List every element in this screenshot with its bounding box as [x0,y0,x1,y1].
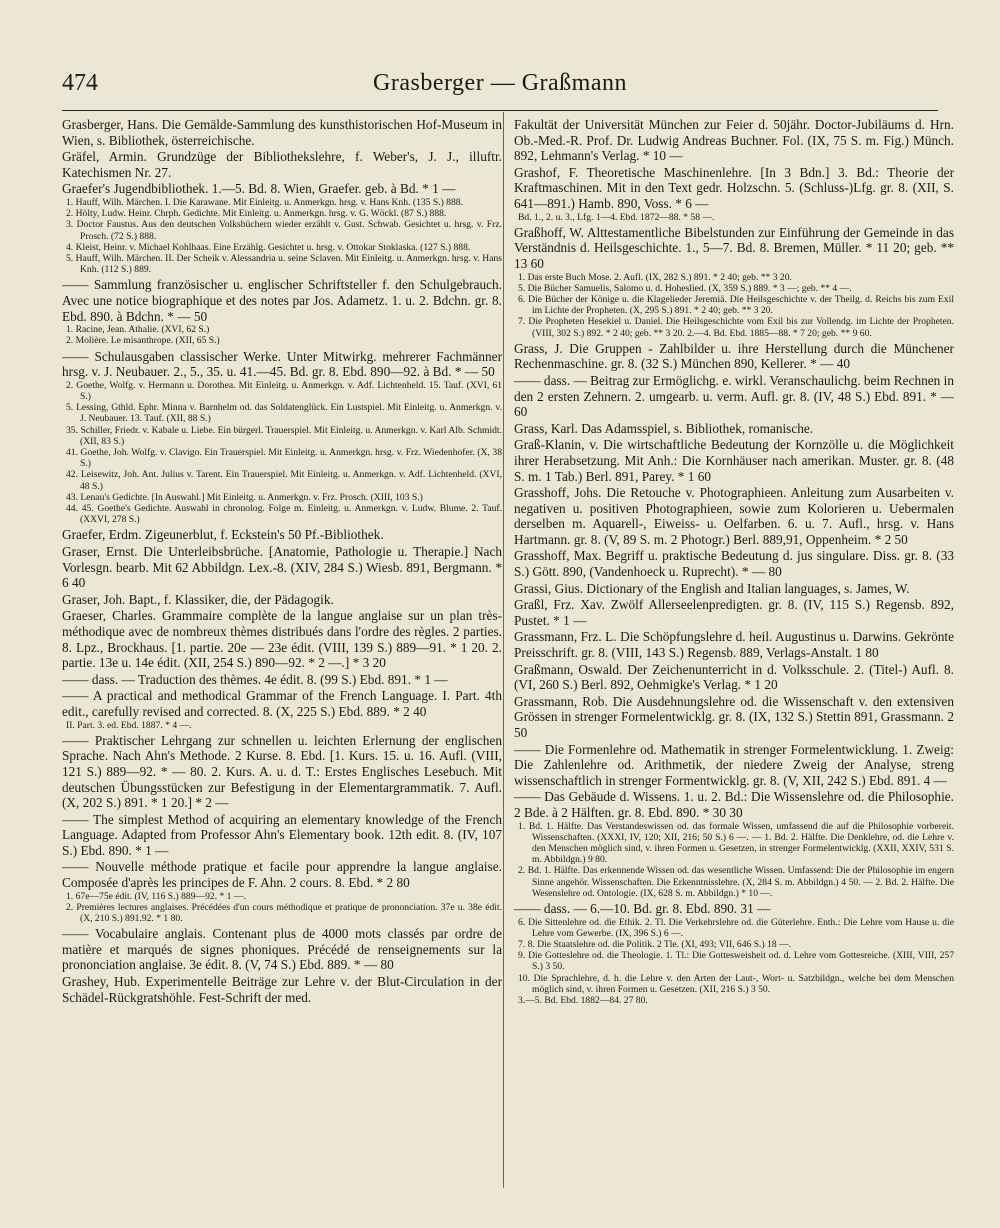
header-rule [62,110,938,111]
catalog-entry: —— Nouvelle méthode pratique et facile pour apprendre la langue anglaise. Composée d'après les principes de F. Ahn. 2 cours. 8. Ebd. * 2 80 [62,859,502,891]
sub-entry: 5. Die Bücher Samuelis, Salomo u. d. Hoheslied. (X, 359 S.) 889. * 3 —; geb. ** 4 —. [518,282,852,294]
sub-entry: 2. Molière. Le misanthrope. (XII, 65 S.) [66,335,220,347]
sub-entry: 44. 45. Goethe's Gedichte. Auswahl in chronolog. Folge m. Einleitg. u. Anmerkgn. v. Ludw. Blume. 2. Tauf. (XXVI, 278 S.) [66,503,502,526]
running-title: Grasberger — Graßmann [373,70,627,96]
catalog-entry: Graefer, Erdm. Zigeunerblut, f. Eckstein's 50 Pf.-Bibliothek. [62,527,384,543]
sub-entry: 2. Bd. 1. Hälfte. Das erkennende Wissen od. das wesentliche Wissen. Umfassend: Die der Philosophie im engern Sinne angehör. Wissenschaften. Die Erkenntnisslehre. (X, 284 S. m. Abbildgn.) 4 50. — 2. Bd. 2. Hälfte. Die Wesenslehre od. Ontologie. (IX, 628 S. m. Abbildgn.) * 10 —. [518,865,954,899]
catalog-entry: Grassmann, Frz. L. Die Schöpfungslehre d. heil. Augustinus u. Darwins. Gekrönte Preisschrift. gr. 8. (VIII, 143 S.) Regensb. 889, Verlags-Anstalt. 1 80 [514,629,954,661]
catalog-entry: Fakultät der Universität München zur Feier d. 50jähr. Doctor-Jubiläums d. Hrn. Ob.-Med.-R. Prof. Dr. Ludwig Andreas Buchner. Fol. (IX, 75 S. m. Fig.) Münch. 892, Lehmann's Verlag. * 10 — [514,117,954,164]
catalog-entry: Graßhoff, W. Alttestamentliche Bibelstunden zur Einführung der Gemeinde in das Verständnis d. Heilsgeschichte. 1., 5—7. Bd. 8. Bremen, Müller. * 11 20; geb. ** 13 60 [514,224,954,271]
catalog-entry: Grassi, Gius. Dictionary of the English and Italian languages, s. James, W. [514,580,910,596]
sub-entry: 10. Die Sprachlehre, d. h. die Lehre v. den Arten der Laut-, Wort- u. Satzbildgn., welche bei dem Menschen möglich sind, v. ihren Formen u. Gesetzen. (XII, 216 S.) 3 50. [518,972,954,995]
catalog-entry: Graser, Ernst. Die Unterleibsbrüche. [Anatomie, Pathologie u. Therapie.] Nach Vorlesgn. bearb. Mit 62 Abbildgn. Lex.-8. (XIV, 284 S.) Wiesb. 891, Bergmann. * 6 40 [62,544,502,591]
sub-entry: 7. 8. Die Staatslehre od. die Politik. 2 Tle. (XI, 493; VII, 646 S.) 18 —. [518,939,792,950]
column-divider [503,112,504,1188]
catalog-entry: —— dass. — Traduction des thèmes. 4e édit. 8. (99 S.) Ebd. 891. * 1 — [62,671,448,687]
sub-entry: 4. Kleist, Heinr. v. Michael Kohlhaas. Eine Erzählg. Gesichtet u. hrsg. v. Ottokar Stoklaska. (127 S.) 888. [66,241,471,253]
catalog-entry: —— A practical and methodical Grammar of the French Language. I. Part. 4th edit., carefully revised and corrected. 8. (X, 225 S.) Ebd. 889. * 2 40 [62,688,502,719]
sub-entry: Bd. 1., 2. u. 3., Lfg. 1—4. Ebd. 1872—88. * 58 —. [518,211,715,223]
catalog-entry: Graser, Joh. Bapt., f. Klassiker, die, der Pädagogik. [62,591,334,607]
catalog-entry: —— Schulausgaben classischer Werke. Unter Mitwirkg. mehrerer Fachmänner hrsg. v. J. Neubauer. 2., 5., 35. u. 41.—45. Bd. gr. 8. Ebd. 890—92. à Bd. * — 50 [62,348,502,380]
sub-entry: 2. Hölty, Ludw. Heinr. Chrph. Gedichte. Mit Einleitg. u. Anmerkgn. hrsg. v. G. Wöckl. (87 S.) 888. [66,208,447,220]
page-header [62,70,938,110]
catalog-entry: —— dass. — Beitrag zur Ermöglichg. e. wirkl. Veranschaulichg. beim Rechnen in den 2 ersten Zehnern. 2. umgearb. u. verm. Aufl. gr. 8. (IV, 48 S.) Ebd. 891. * — 60 [514,372,954,420]
sub-entry: II. Part. 3. ed. Ebd. 1887. * 4 —. [66,719,192,731]
catalog-entry: Gräfel, Armin. Grundzüge der Bibliothekslehre, f. Weber's, J. J., illuftr. Katechismen Nr. 27. [62,149,502,180]
catalog-entry: Grasshoff, Max. Begriff u. praktische Bedeutung d. jus singulare. Diss. gr. 8. (33 S.) Gött. 890, (Vandenhoeck u. Ruprecht). * — 80 [514,548,954,580]
page-number: 474 [62,70,98,96]
catalog-entry: Grasshoff, Johs. Die Retouche v. Photographieen. Anleitung zum Ausarbeiten v. negativen u. positiven Photographieen, sowie zum Kolorieren u. Uebermalen derselben m. Aquarell-, Eiweiss- u. Oelfarben. 6. u. 7. Aufl., hrsg. v. Hans Hartmann. gr. 8. (V, 89 S. m. 2 Photogr.) Berl. 889,91, Oppenheim. * 2 50 [514,485,954,547]
sub-entry: 1. Hauff, Wilh. Märchen. I. Die Karawane. Mit Einleitg. u. Anmerkgn. hrsg. v. Hans Knh. (135 S.) 888. [66,196,463,208]
catalog-entry: —— Sammlung französischer u. englischer Schriftsteller f. den Schulgebrauch. Avec une notice biographique et des notes par Jos. Adametz. 1. u. 2. Bdchn. gr. 8. Ebd. 890. à Bdchn. * — 50 [62,277,502,324]
sub-entry: 6. Die Bücher der Könige u. die Klagelieder Jeremiä. Die Heilsgeschichte v. der Theilg. d. Reichs bis zum Exil im Lichte der Propheten. (X, 295 S.) 891. * 2 40; geb. ** 3 20. [518,293,954,317]
sub-entry: 3.—5. Bd. Ebd. 1882—84. 27 80. [518,995,648,1007]
sub-entry: 41. Goethe, Joh. Wolfg. v. Clavigo. Ein Trauerspiel. Mit Einleitg. u. Anmerkgn. hrsg. v. Frz. Wiedenhofer. (X, 38 S.) [66,446,502,470]
sub-entry: 1. Racine, Jean. Athalie. (XVI, 62 S.) [66,324,210,336]
sub-entry: 1. Das erste Buch Mose. 2. Aufl. (IX, 282 S.) 891. * 2 40; geb. ** 3 20. [518,271,792,283]
catalog-entry: Grassmann, Rob. Die Ausdehnungslehre od. die Wissenschaft v. den extensiven Grössen in strenger Formelentwicklg. gr. 8. (IX, 132 S.) Stettin 891, Grassmann. 2 50 [514,693,954,741]
catalog-entry: —— Praktischer Lehrgang zur schnellen u. leichten Erlernung der englischen Sprache. Nach Ahn's Methode. 2 Kurse. 8. Ebd. [1. Kurs. 15. u. 16. Aufl. (VIII, 121 S.) 889—92. * — 80. 2. Kurs. A. u. d. T.: Erstes Englisches Lesebuch. Mit deutschen Übungsstücken zur Befestigung in der Elementargrammatik. 7. Aufl. (X, 202 S.) 891. * 1 20.] * 2 — [62,732,502,811]
catalog-entry: —— Die Formenlehre od. Mathematik in strenger Formelentwicklung. 1. Zweig: Die Zahlenlehre od. Arithmetik, der niedere Zweig der Analyse, streng wissenschaftlich in strenger Formentwicklg. gr. 8. (V, XII, 242 S.) Ebd. 891. 4 — [514,741,954,788]
sub-entry: 7. Die Propheten Hesekiel u. Daniel. Die Heilsgeschichte vom Exil bis zur Vollendg. im Lichte der Propheten. (VIII, 302 S.) 892. * 2 40; geb. ** 3 20. 2.—4. Bd. Ebd. 1885—88. * 7 20; geb. ** 9 60. [518,316,954,339]
catalog-entry: —— The simplest Method of acquiring an elementary knowledge of the French Language. Adapted from Professor Ahn's Elementary book. 12th edit. 8. (IV, 107 S.) Ebd. 890. * 1 — [62,811,502,858]
sub-entry: 9. Die Gotteslehre od. die Theologie. 1. Tl.: Die Gottesweisheit od. d. Lehre vom Gottesreiche. (XIII, VIII, 257 S.) 3 50. [518,950,954,973]
catalog-entry: Graß-Klanin, v. Die wirtschaftliche Bedeutung der Kornzölle u. die Möglichkeit ihrer Herabsetzung. Mit Anh.: Die Kornhäuser nach amerikan. Muster. gr. 8. (48 S. m. 1 Tab.) Berl. 891, Parey. * 1 60 [514,437,954,484]
catalog-entry: Graeser, Charles. Grammaire complète de la langue anglaise sur un plan très-méthodique avec de nombreux thèmes distribués dans l'ordre des règles. 2 parties. 8. Lpz., Brockhaus. [1. partie. 20e — 23e édit. (VIII, 139 S.) 889—91. * 1 20. 2. partie. 13e u. 14e édit. (XII, 254 S.) 890—92. * 2 —.] * 3 20 [62,608,502,671]
sub-entry: 3. Doctor Faustus. Aus den deutschen Volksbüchern wieder erzählt v. Gust. Schwab. Gesichtet u. hrsg. v. Frz. Prosch. (72 S.) 888. [66,219,502,242]
catalog-entry: —— Vocabulaire anglais. Contenant plus de 4000 mots classés par ordre de matière et marqués de signes phoniques. Précédé de renseignements sur la prononciation anglaise. 3e édit. 8. (V, 74 S.) Ebd. 889. * — 80 [62,926,502,973]
sub-entry: 35. Schiller, Friedr. v. Kabale u. Liebe. Ein bürgerl. Trauerspiel. Mit Einleitg. u. Anmerkgn. v. Karl Alb. Schmidt. (XII, 83 S.) [66,424,502,447]
sub-entry: 43. Lenau's Gedichte. [In Auswahl.] Mit Einleitg. u. Anmerkgn. v. Frz. Prosch. (XIII, 103 S.) [66,491,423,503]
catalog-entry: Graefer's Jugendbibliothek. 1.—5. Bd. 8. Wien, Graefer. geb. à Bd. * 1 — [62,181,456,197]
catalog-entry: —— Das Gebäude d. Wissens. 1. u. 2. Bd.: Die Wissenslehre od. die Philosophie. 2 Bde. à 2 Hälften. gr. 8. Ebd. 890. * 30 30 [514,789,954,820]
catalog-entry: —— dass. — 6.—10. Bd. gr. 8. Ebd. 890. 31 — [514,901,771,916]
right-column [514,116,954,1188]
catalog-entry: Grass, Karl. Das Adamsspiel, s. Bibliothek, romanische. [514,420,814,436]
catalog-entry: Graßl, Frz. Xav. Zwölf Allerseelenpredigten. gr. 8. (IV, 115 S.) Regensb. 892, Pustet. * 1 — [514,597,954,628]
sub-entry: 1. 67e—75e édit. (IV, 116 S.) 889—92. * 1 —. [66,890,246,902]
sub-entry: 2. Goethe, Wolfg. v. Hermann u. Dorothea. Mit Einleitg. u. Anmerkgn. v. Adf. Lichtenheld. 15. Tauf. (XVI, 61 S.) [66,379,502,402]
sub-entry: 2. Premières lectures anglaises. Précédées d'un cours méthodique et pratique de prononciation. 37e u. 38e édit. (X, 210 S.) 891.92. * 1 80. [66,901,502,925]
left-column [62,116,502,1188]
catalog-entry: Grashey, Hub. Experimentelle Beiträge zur Lehre v. der Blut-Circulation in der Schädel-Rückgratshöhle. Fest-Schrift der med. [62,974,502,1005]
catalog-entry: Grasberger, Hans. Die Gemälde-Sammlung des kunsthistorischen Hof-Museum in Wien, s. Bibliothek, österreichische. [62,117,502,148]
catalog-entry: Graßmann, Oswald. Der Zeichenunterricht in d. Volksschule. 2. (Titel-) Aufl. 8. (VI, 260 S.) Berl. 892, Oehmigke's Verlag. * 1 20 [514,661,954,693]
sub-entry: 6. Die Sittenlehre od. die Ethik. 2. Tl. Die Verkehrslehre od. die Güterlehre. Enth.: Die Lehre vom Hause u. die Lehre vom Gewerbe. (IX, 396 S.) 6 —. [518,916,954,939]
catalog-entry: Grass, J. Die Gruppen - Zahlbilder u. ihre Herstellung durch die Münchener Rechenmaschine. gr. 8. (32 S.) München 890, Kellerer. * — 40 [514,340,954,372]
sub-entry: 5. Hauff, Wilh. Märchen. II. Der Scheik v. Alessandria u. seine Sclaven. Mit Einleitg. u. Anmerkgn. hrsg. v. Hans Knh. (112 S.) 889. [66,252,502,276]
sub-entry: 5. Lessing, Gthld. Ephr. Minna v. Barnhelm od. das Soldatenglück. Ein Lustspiel. Mit Einleitg. u. Anmerkgn. v. J. Neubauer. 13. Tauf. (XII, 88 S.) [66,402,502,425]
sub-entry: 42. Leisewitz, Joh. Ant. Julius v. Tarent. Ein Trauerspiel. Mit Einleitg. u. Anmerkgn. v. Adf. Lichtenheld. (XVI, 48 S.) [66,469,502,492]
catalog-entry: Grashof, F. Theoretische Maschinenlehre. [In 3 Bdn.] 3. Bd.: Theorie der Kraftmaschinen. Mit in den Text gedr. Holzschn. 5. (Schluss-)Lfg. gr. 8. (XII, S. 641—891.) Hamb. 890, Voss. * 6 — [514,164,954,211]
sub-entry: 1. Bd. 1. Hälfte. Das Verstandeswissen od. das formale Wissen, umfassend die auf die Philosophie vorbereit. Wissenschaften. (XXXI, IV, 120; XII, 216; 50 S.) 6 —. — 1. Bd. 2. Hälfte. Die Denklehre, od. die Lehre v. den Menschen möglich sind, v. ihren Formen u. Gesetzen, in strenger Formelentwicklg. (XXII, XXIV, 531 S. m. Abbildgn.) 9 80. [518,820,954,866]
